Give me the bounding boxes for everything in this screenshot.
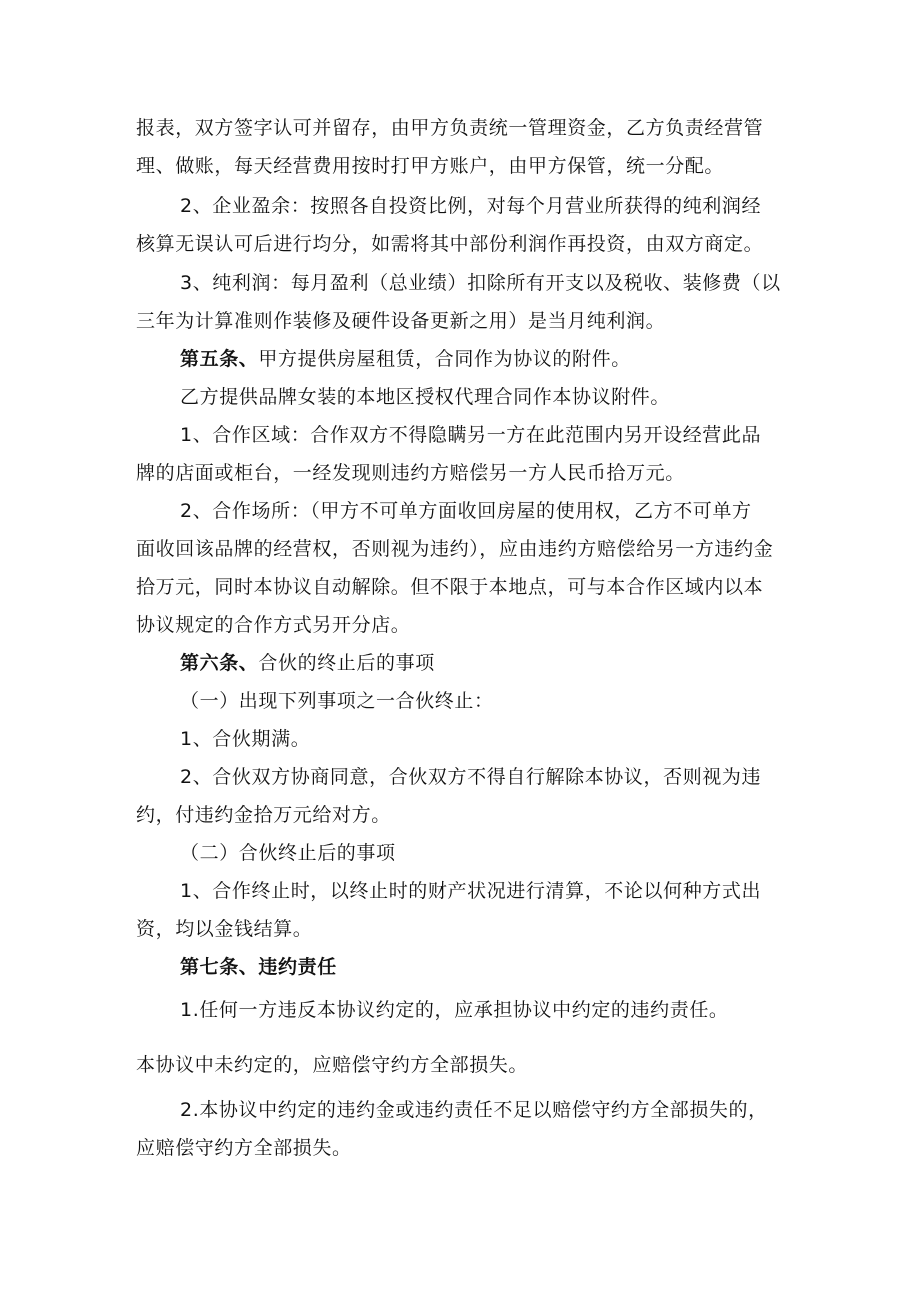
body-line: 2、企业盈余：按照各自投资比例，对每个月营业所获得的纯利润经 [180,195,762,217]
article-5-line [180,346,631,372]
body-line: 本协议中未约定的，应赔偿守约方全部损失。 [136,1054,529,1076]
body-line: 1、合作终止时，以终止时的财产状况进行清算，不论以何种方式出 [180,880,762,902]
body-line: 牌的店面或柜台，一经发现则违约方赔偿另一方人民币拾万元。 [136,462,685,484]
body-line: （二）合伙终止后的事项 [180,842,396,864]
body-line: 2、合伙双方协商同意，合伙双方不得自行解除本协议，否则视为违 [180,766,762,788]
article-6-text: 合伙的终止后的事项 [258,652,435,674]
body-line: 面收回该品牌的经营权，否则视为违约），应由违约方赔偿给另一方违约金 [136,538,774,560]
body-line: 3、纯利润：每月盈利（总业绩）扣除所有开支以及税收、装修费（以 [180,272,781,294]
body-line: 资，均以金钱结算。 [136,918,313,940]
body-line: 三年为计算准则作装修及硬件设备更新之用）是当月纯利润。 [136,310,666,332]
body-line: 协议规定的合作方式另开分店。 [136,614,411,636]
body-line: 约，付违约金拾万元给对方。 [136,804,391,826]
article-6-line [180,650,435,676]
body-line: 1.任何一方违反本协议约定的，应承担协议中约定的违约责任。 [180,999,729,1021]
body-line: （一）出现下列事项之一合伙终止： [180,690,494,712]
article-5-heading: 第五条、 [180,348,259,370]
body-line: 报表，双方签字认可并留存，由甲方负责统一管理资金，乙方负责经营管 [136,117,764,139]
body-line: 核算无误认可后进行均分，如需将其中部份利润作再投资，由双方商定。 [136,233,764,255]
article-7-heading: 第七条、违约责任 [180,956,337,978]
body-line: 2.本协议中约定的违约金或违约责任不足以赔偿守约方全部损失的， [180,1099,768,1121]
article-6-heading: 第六条、 [180,652,259,674]
body-line: 2、合作场所：（甲方不可单方面收回房屋的使用权，乙方不可单方 [180,500,752,522]
article-5-text: 甲方提供房屋租赁，合同作为协议的附件。 [258,348,631,370]
body-line: 应赔偿守约方全部损失。 [136,1137,352,1159]
body-line: 拾万元，同时本协议自动解除。但不限于本地点，可与本合作区域内以本 [136,576,764,598]
body-line: 1、合作区域：合作双方不得隐瞒另一方在此范围内另开设经营此品 [180,424,762,446]
body-line: 理、做账，每天经营费用按时打甲方账户，由甲方保管，统一分配。 [136,155,725,177]
body-line: 1、合伙期满。 [180,728,311,750]
body-line: 乙方提供品牌女装的本地区授权代理合同作本协议附件。 [180,386,671,408]
